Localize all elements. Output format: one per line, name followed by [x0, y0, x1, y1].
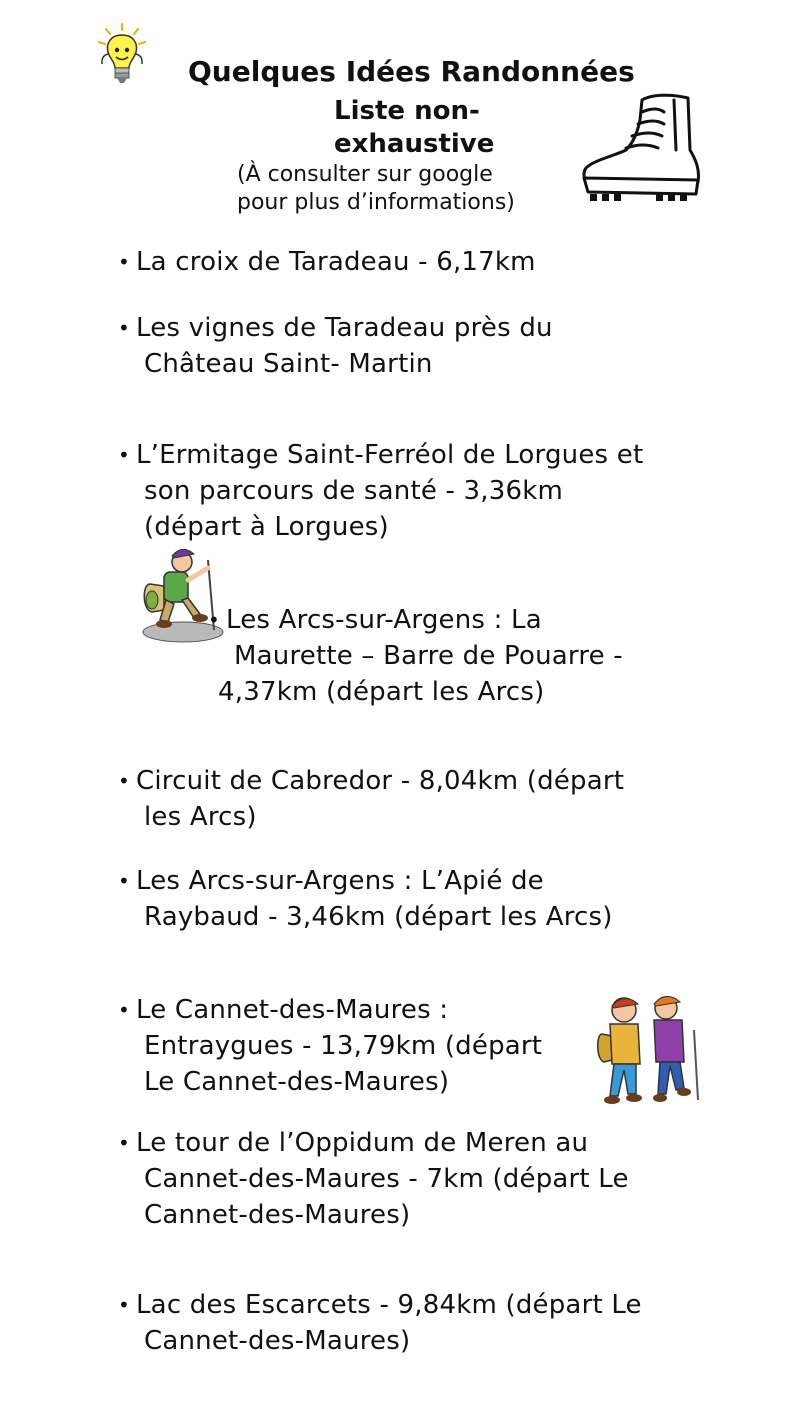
- bullet-dot: •: [118, 769, 130, 793]
- hike-line: Château Saint- Martin: [144, 349, 433, 379]
- hike-line: Le tour de l’Oppidum de Meren au: [136, 1128, 589, 1158]
- hike-line: les Arcs): [144, 802, 257, 832]
- hike-line: La croix de Taradeau - 6,17km: [136, 247, 536, 277]
- bullet-dot: •: [118, 1293, 130, 1317]
- bullet-dot: •: [118, 1131, 130, 1155]
- hike-line: son parcours de santé - 3,36km: [144, 476, 564, 506]
- note-line-2: pour plus d’informations): [237, 190, 515, 215]
- hike-item: [118, 310, 553, 382]
- hike-line: Cannet-des-Maures): [144, 1200, 411, 1230]
- hike-line: Les Arcs-sur-Argens : L’Apié de: [136, 866, 544, 896]
- hike-line: Cannet-des-Maures - 7km (départ Le: [144, 1164, 629, 1194]
- bullet-dot: •: [208, 608, 220, 632]
- note-line-1: (À consulter sur google: [237, 162, 493, 187]
- hike-item: [118, 1125, 629, 1233]
- hike-line: Circuit de Cabredor - 8,04km (départ: [136, 766, 625, 796]
- hike-item: [118, 863, 613, 935]
- hike-item: [118, 1287, 642, 1359]
- hike-line: 4,37km (départ les Arcs): [218, 677, 545, 707]
- hike-line: L’Ermitage Saint-Ferréol de Lorgues et: [136, 440, 644, 470]
- subtitle-line-2: exhaustive: [334, 129, 495, 159]
- bullet-dot: •: [118, 316, 130, 340]
- page-subtitle: [334, 95, 494, 161]
- hike-item: [118, 763, 624, 835]
- subtitle-line-1: Liste non-: [334, 96, 480, 126]
- hike-line: Le Cannet-des-Maures): [144, 1067, 450, 1097]
- hiking-boot-icon: [580, 90, 702, 208]
- hike-item: [118, 437, 643, 545]
- hike-line: Maurette – Barre de Pouarre -: [234, 641, 623, 671]
- hike-line: Les Arcs-sur-Argens : La: [226, 605, 542, 635]
- hike-item: [118, 244, 536, 280]
- hike-line: (départ à Lorgues): [144, 512, 389, 542]
- hike-line: Le Cannet-des-Maures :: [136, 995, 449, 1025]
- bullet-dot: •: [118, 869, 130, 893]
- lightbulb-icon: [96, 22, 148, 90]
- hiking-children-icon: [596, 990, 704, 1108]
- hike-line: Cannet-des-Maures): [144, 1326, 411, 1356]
- hike-line: Entraygues - 13,79km (départ: [144, 1031, 543, 1061]
- bullet-dot: •: [118, 998, 130, 1022]
- hike-item: [118, 992, 542, 1100]
- bullet-dot: •: [118, 250, 130, 274]
- bullet-dot: •: [118, 443, 130, 467]
- hike-item: [208, 602, 623, 710]
- consult-note: [237, 161, 515, 217]
- page-title: Quelques Idées Randonnées: [188, 55, 635, 88]
- hike-line: Les vignes de Taradeau près du: [136, 313, 553, 343]
- hike-line: Lac des Escarcets - 9,84km (départ Le: [136, 1290, 642, 1320]
- hike-line: Raybaud - 3,46km (départ les Arcs): [144, 902, 613, 932]
